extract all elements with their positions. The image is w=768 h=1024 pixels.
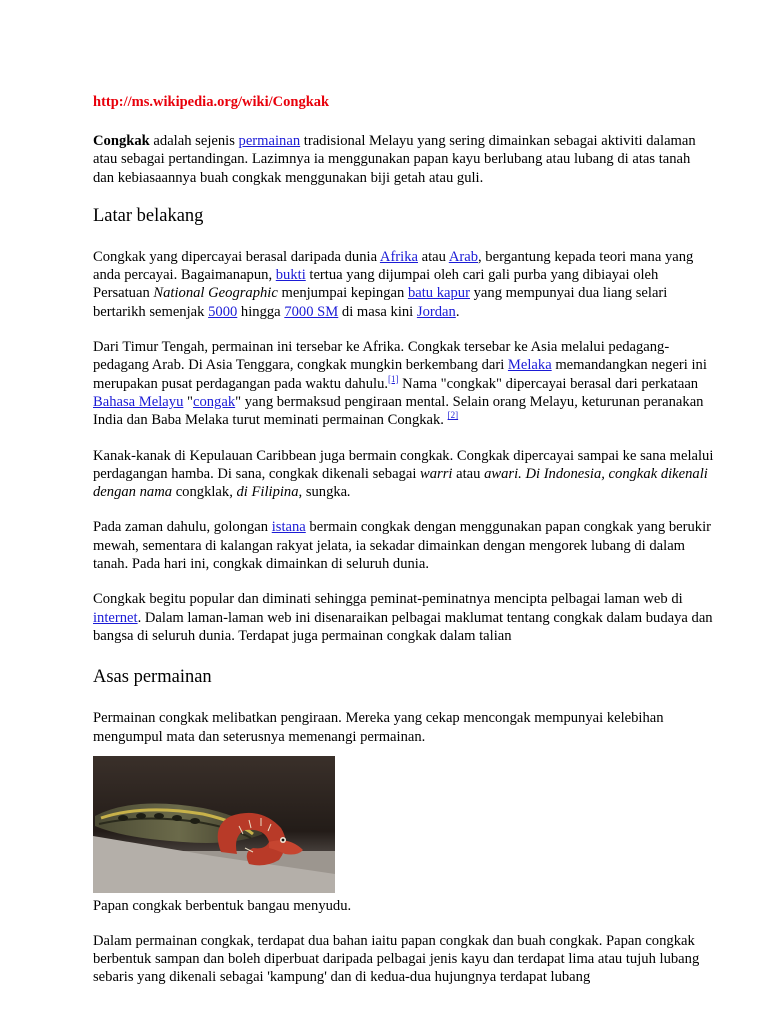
link-bahasa-melayu[interactable]: Bahasa Melayu	[93, 393, 184, 410]
heading-asas-permainan: Asas permainan	[93, 667, 212, 688]
reference-1[interactable]: [1]	[388, 373, 399, 384]
paragraph-caribbean: Kanak-kanak di Kepulauan Caribbean juga bermain congkak. Congkak dipercayai sampai ke sana melalui perdagangan hamba. Di sana, congkak dikenali sebagai warri atau awari. Di Indonesia, congkak dikenali dengan nama congklak, di Filipina, sungka.	[93, 447, 714, 501]
link-7000-sm[interactable]: 7000 SM	[284, 303, 339, 320]
intro-paragraph: Congkak adalah sejenis permainan tradisional Melayu yang sering dimainkan sebagai aktiviti dalaman atau sebagai pertandingan. Lazimnya ia menggunakan papan kayu berlubang atau lubang di atas tanah dan kebiasaannya buah congkak menggunakan biji getah atau guli.	[93, 133, 696, 186]
link-afrika[interactable]: Afrika	[379, 248, 418, 265]
link-internet[interactable]: internet	[93, 609, 138, 626]
link-batu-kapur[interactable]: batu kapur	[407, 285, 470, 302]
link-arab[interactable]: Arab	[448, 248, 478, 265]
reference-2[interactable]: [2]	[447, 410, 459, 421]
intro-term: Congkak	[93, 133, 150, 149]
heading-latar-belakang: Latar belakang	[93, 205, 204, 226]
link-bukti[interactable]: bukti	[275, 267, 306, 284]
congkak-board-illustration	[93, 756, 335, 893]
link-permainan[interactable]: permainan	[238, 133, 301, 149]
source-url[interactable]: http://ms.wikipedia.org/wiki/Congkak	[93, 94, 330, 110]
link-istana[interactable]: istana	[271, 519, 306, 536]
link-5000[interactable]: 5000	[208, 303, 238, 320]
link-melaka[interactable]: Melaka	[507, 357, 552, 374]
link-congak[interactable]: congak	[192, 393, 236, 410]
paragraph-origin: Congkak yang dipercayai berasal daripada dunia Afrika atau Arab, bergantung kepada teori mana yang anda percayai. Bagaimanapun, bukti tertua yang dijumpai oleh cari gali purba yang dibiayai oleh Persatuan National Geographic menjumpai kepingan batu kapur yang mempunyai dua liang selari bertarikh semenjak 5000 hingga 7000 SM di masa kini Jordan.	[93, 248, 694, 320]
paragraph-bahan: Dalam permainan congkak, terdapat dua bahan iaitu papan congkak dan buah congkak. Papan congkak berbentuk sampan dan boleh diperbuat daripada pelbagai jenis kayu dan terdapat lima atau tujuh lubang sebaris yang dikenali sebagai 'kampung' dan di kedua-dua hujungnya terdapat lubang	[93, 932, 700, 986]
document-page	[93, 92, 715, 1004]
photo-caption: Papan congkak berbentuk bangau menyudu.	[93, 897, 352, 914]
congkak-board-photo	[93, 756, 335, 893]
link-jordan[interactable]: Jordan	[416, 303, 456, 320]
paragraph-pengiraan: Permainan congkak melibatkan pengiraan. Mereka yang cekap mencongak mempunyai kelebihan mengumpul mata dan seterusnya memenangi permainan.	[93, 710, 664, 745]
paragraph-spread: Dari Timur Tengah, permainan ini tersebar ke Afrika. Congkak tersebar ke Asia melalui pedagang-pedagang Arab. Di Asia Tenggara, congkak mungkin berkembang dari Melaka memandangkan negeri ini merupakan pusat perdagangan pada waktu dahulu.[1] Nama "congkak" dipercayai berasal dari perkataan Bahasa Melayu "congak" yang bermaksud pengiraan mental. Selain orang Melayu, keturunan peranakan India dan Baba Melaka turut meminati permainan Congkak. [2]	[93, 339, 707, 429]
paragraph-istana: Pada zaman dahulu, golongan istana bermain congkak dengan menggunakan papan congkak yang berukir mewah, sementara di kalangan rakyat jelata, ia sekadar dimainkan dengan mengorek lubang di dalam tanah. Pada hari ini, congkak dimainkan di seluruh dunia.	[93, 519, 712, 573]
paragraph-internet: Congkak begitu popular dan diminati sehingga peminat-peminatnya mencipta pelbagai laman web di internet. Dalam laman-laman web ini disenaraikan pelbagai maklumat tentang congkak dalam budaya dan bangsa di seluruh dunia. Terdapat juga permainan congkak dalam talian	[93, 591, 713, 644]
